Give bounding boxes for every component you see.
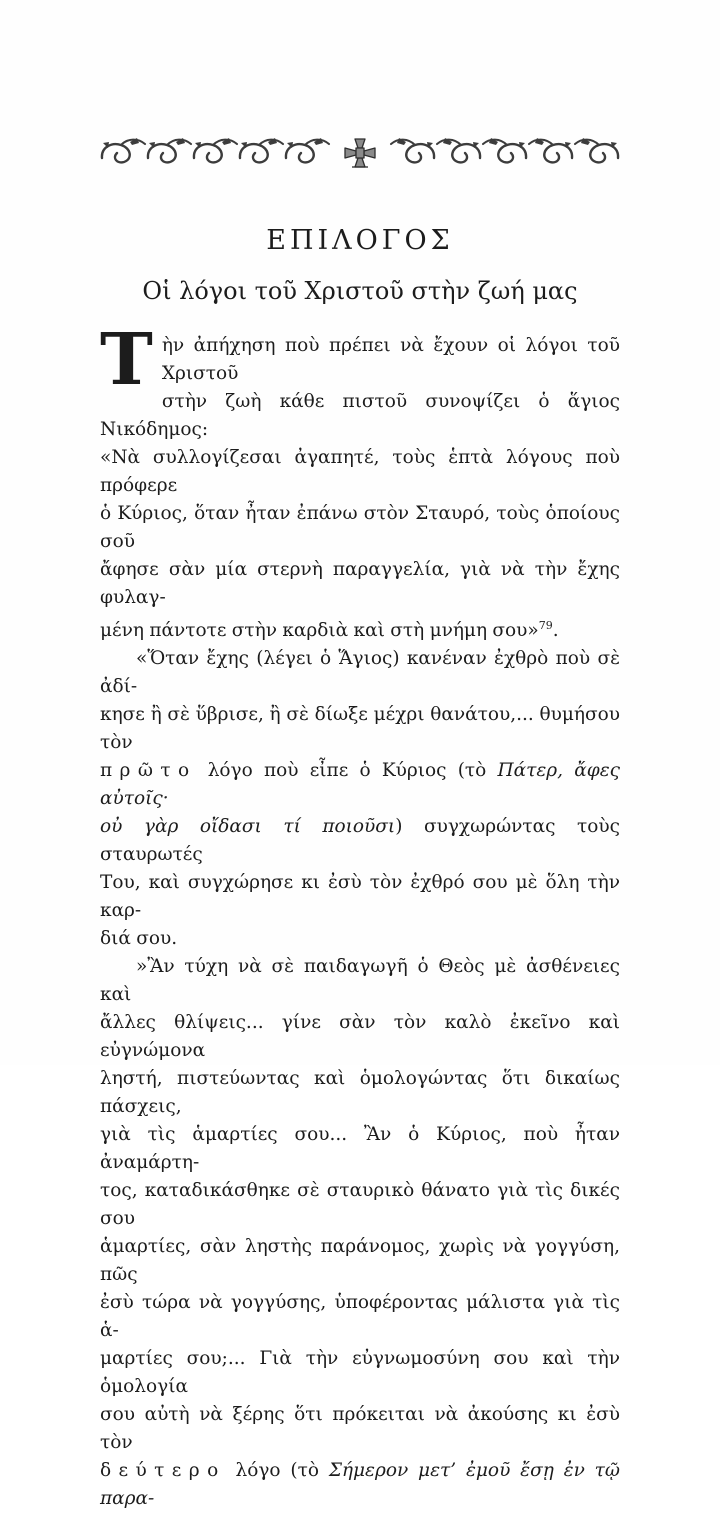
text-segment: ) συγχωρώντας τοὺς σταυρωτές — [100, 816, 621, 865]
text-segment: ληστή, πιστεύωντας καὶ ὁμολογώντας ὅτι δικαίως πάσχεις, — [100, 1068, 620, 1117]
body-line — [100, 1177, 620, 1233]
paragraph — [100, 317, 620, 645]
text-segment: ἄφησε σὰν μία στερνὴ παραγγελία, γιὰ νὰ τὴν ἔχης φυλαγ- — [100, 559, 620, 608]
body-line — [100, 1401, 620, 1457]
body-line — [100, 317, 620, 401]
body-line — [100, 1121, 620, 1177]
body-line — [100, 1289, 620, 1345]
text-segment: πρῶτο — [100, 760, 197, 781]
text-segment: μένη πάντοτε στὴν καρδιὰ καὶ στὴ μνήμη σου» — [100, 620, 539, 641]
text-segment: λόγο (τὸ — [225, 1460, 329, 1481]
text-segment: «Ὅταν ἔχης (λέγει ὁ Ἅγιος) κανέναν ἐχθρὸ ποὺ σὲ ἀδί- — [100, 648, 620, 697]
text-segment: λόγο ποὺ εἶπε ὁ Κύριος (τὸ — [196, 760, 498, 781]
text-segment: οὐ γὰρ οἴδασι τί ποιοῦσι — [100, 816, 396, 837]
body-line — [100, 612, 620, 645]
body-line — [100, 757, 620, 813]
body-line — [100, 1457, 620, 1513]
text-segment: Του, καὶ συγχώρησε κι ἐσὺ τὸν ἐχθρό σου μὲ ὅλη τὴν καρ- — [100, 872, 620, 921]
body-line — [100, 388, 620, 444]
body-line — [100, 556, 620, 612]
body-line — [100, 500, 620, 556]
text-segment: ὴν ἀπήχηση ποὺ πρέπει νὰ ἔχουν οἱ λόγοι τοῦ Χριστοῦ — [161, 335, 620, 384]
footnote-ref: 79 — [538, 619, 553, 632]
body-line — [100, 953, 620, 1009]
body-line — [100, 701, 620, 757]
paragraph — [100, 645, 620, 953]
text-segment: ἁμαρτίες, σὰν ληστὴς παράνομος, χωρὶς νὰ γογγύση, πῶς — [100, 1236, 620, 1285]
body-line — [100, 925, 620, 953]
text-segment: κησε ἢ σὲ ὕβρισε, ἢ σὲ δίωξε μέχρι θανάτου,... θυμήσου τὸν — [100, 704, 620, 753]
text-segment: δεύτερο — [100, 1460, 226, 1481]
body-line — [100, 1009, 620, 1065]
text-segment: τος, καταδικάσθηκε σὲ σταυρικὸ θάνατο γιὰ τὶς δικές σου — [100, 1180, 620, 1229]
paragraph — [100, 953, 620, 1513]
text-segment: μαρτίες σου;... Γιὰ τὴν εὐγνωμοσύνη σου καὶ τὴν ὁμολογία — [100, 1348, 620, 1397]
header-ornament — [100, 136, 620, 170]
page-subtitle: Οἱ λόγοι τοῦ Χριστοῦ στὴν ζωή μας — [142, 277, 578, 305]
body-line — [100, 1233, 620, 1289]
text-segment: ἄλλες θλίψεις... γίνε σὰν τὸν καλὸ ἐκεῖνο καὶ εὐγνώμονα — [100, 1012, 620, 1061]
page-title: ΕΠΙΛΟΓΟΣ — [266, 225, 454, 256]
text-segment: στὴν ζωὴ κάθε πιστοῦ συνοψίζει ὁ ἅγιος Νικόδημος: — [100, 391, 620, 440]
text-segment: ὁ Κύριος, ὅταν ἦταν ἐπάνω στὸν Σταυρό, τοὺς ὁποίους σοῦ — [100, 503, 620, 552]
body-line — [100, 444, 620, 500]
body-line — [100, 1065, 620, 1121]
text-segment: γιὰ τὶς ἁμαρτίες σου... Ἂν ὁ Κύριος, ποὺ ἦταν ἀναμάρτη- — [100, 1124, 620, 1173]
text-segment: ἐσὺ τώρα νὰ γογγύσης, ὑποφέροντας μάλιστα γιὰ τὶς ἁ- — [100, 1292, 620, 1341]
text-segment: Σήμερον μετ’ ἐμοῦ ἔσῃ ἐν τῷ παρα- — [100, 1460, 621, 1509]
text-segment: . — [552, 620, 559, 641]
text-segment: »Ἂν τύχη νὰ σὲ παιδαγωγῆ ὁ Θεὸς μὲ ἀσθένειες καὶ — [100, 956, 620, 1005]
cross-icon — [345, 139, 375, 167]
body-line — [100, 813, 620, 869]
drop-cap: Τ — [100, 317, 153, 401]
body-line — [100, 645, 620, 701]
text-segment: σου αὐτὴ νὰ ξέρης ὅτι πρόκειται νὰ ἀκούσης κι ἐσὺ τὸν — [100, 1404, 620, 1453]
text-segment: «Νὰ συλλογίζεσαι ἀγαπητέ, τοὺς ἑπτὰ λόγους ποὺ πρόφερε — [100, 447, 620, 496]
body-text — [100, 317, 621, 1513]
body-line — [100, 1345, 620, 1401]
text-segment: διά σου. — [100, 928, 178, 949]
body-line — [100, 869, 620, 925]
text-segment: Πάτερ, ἄφες αὐτοῖς· — [100, 760, 620, 809]
